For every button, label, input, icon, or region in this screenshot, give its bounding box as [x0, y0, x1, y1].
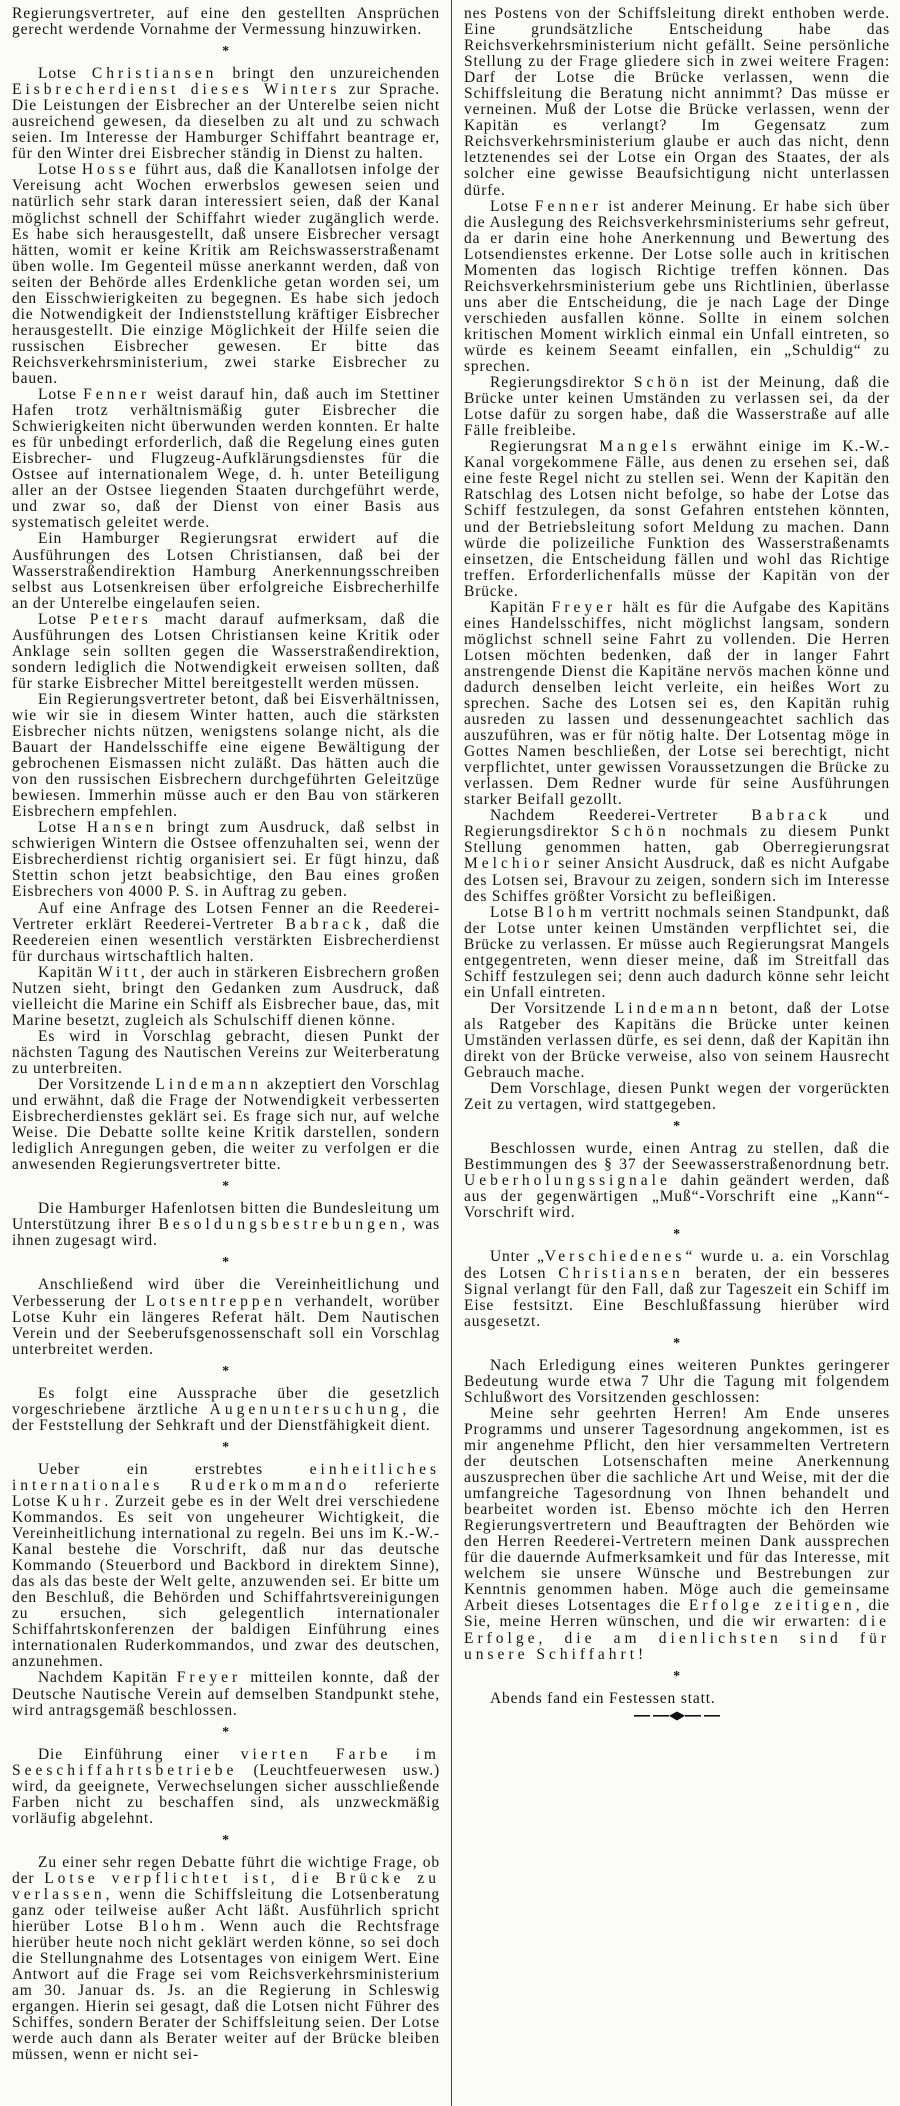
- paragraph-text: , wenn die Schiffsleitung die Lotsenberatung ganz oder teilweise außer Acht läßt. Ausführlich spricht hierüber Lotse: [12, 1885, 440, 1936]
- emphasized-name: Lindemann: [155, 1076, 262, 1094]
- paragraph-text: dahin geändert werden, daß aus der gegenwärtigen „Muß“-Vorschrift eine „Kann“-Vorschrift wird.: [464, 1172, 890, 1222]
- article-paragraph: [12, 901, 440, 965]
- article-paragraph: [464, 1249, 890, 1329]
- article-paragraph: [464, 439, 890, 599]
- paragraph-text: ist anderer Meinung. Er habe sich über die Auslegung des Reichsverkehrsministeriums sehr gefreut, da er darin eine hohe Anerkennung und Bewertung des Lotsendienstes erkenne. Der Lotse solle auch in kritischen Momenten das logisch Richtige treffen können. Das Reichsverkehrsministerium gebe uns Richtlinien, überlasse uns aber die Entscheidung, die je nach Lage der Dinge verschieden ausfallen könne. Sollte in einem solchen kritischen Moment wirklich einmal ein Unfall eintreten, so würde es keinem Seeamt einfallen, ein „Schuldig“ zu sprechen.: [464, 197, 890, 376]
- emphasized-name: Lindemann: [614, 999, 722, 1017]
- paragraph-text: vertritt nochmals seinen Standpunkt, daß der Lotse unter keinen Umständen verpflichtet sei, die Brücke zu verlassen. Er müsse auch Regierungsrat Mangels entgegentreten, wenn dieser meine, daß im Streitfall das Schiff festzulegen sei; denn auch dadurch könne sehr leicht ein Unfall eintreten.: [464, 903, 890, 1001]
- article-paragraph: [12, 692, 440, 820]
- paragraph-text: Unter „: [490, 1248, 545, 1266]
- paragraph-text: “ wurde u. a. ein Vorschlag des Lotsen: [464, 1248, 890, 1282]
- article-paragraph: [464, 905, 890, 1001]
- article-paragraph: [464, 1406, 890, 1663]
- paragraph-text: hält es für die Aufgabe des Kapitäns eines Handelsschiffes, nicht möglichst langsam, sondern möglichst schnell seine Fahrt zu vollenden. Die Herren Lotsen möchten bedenken, daß der in langer Fahrt anstrengende Dienst die Kapitäne nervös machen könne und dadurch denselben leicht verleite, ein heißes Wort zu sprechen. Sache des Lotsen sei es, den Kapitän ruhig ausreden zu lassen und dessenungeachtet sachlich das auszuführen, was er für nötig halte. Der Lotsentag möge in Gottes Namen beschließen, der Lotse sei berechtigt, nicht verpflichtet, unter gewissen Voraussetzungen die Brücke zu verlassen. Dem Redner wurde für seine Ausführungen starker Beifall gezollt.: [464, 598, 890, 809]
- article-column-left: [12, 6, 440, 2063]
- emphasized-name: Lotse verpflichtet ist, die Brücke zu verlassen: [12, 1869, 441, 1903]
- article-paragraph: [12, 1277, 440, 1357]
- article-paragraph: [12, 1077, 440, 1173]
- paragraph-text: beraten, der ein besseres Signal verlangt für den Fall, daß zur Tageszeit ein Schiff im Eise festsitzt. Eine Beschlußfassung hierüber wird ausgesetzt.: [464, 1264, 890, 1330]
- emphasized-name: Ueberholungssignale: [464, 1172, 671, 1190]
- emphasized-name: Christiansen: [91, 65, 218, 83]
- article-paragraph: [464, 1081, 890, 1113]
- paragraph-text: Kapitän: [38, 963, 98, 981]
- column-divider: [451, 0, 452, 2106]
- article-paragraph: [12, 1029, 440, 1077]
- section-separator-star: *: [222, 1439, 230, 1455]
- section-separator-star: *: [222, 1179, 230, 1195]
- emphasized-name: Kuhr: [56, 1492, 105, 1510]
- article-paragraph: [464, 199, 890, 376]
- paragraph-text: Die Einführung einer: [38, 1745, 241, 1763]
- paragraph-text: , daß die Reedereien einen wesentlich verstärkten Eisbrecherdienst für durchaus wirtschaftlich halten.: [12, 915, 440, 965]
- paragraph-text: bringt zum Ausdruck, daß selbst in schwierigen Wintern die Ostsee offenzuhalten sei, wenn der Eisbrecherdienst richtig organisiert sei. Er fügt hinzu, daß Stettin schon jetzt beabsichtige, den Bau eines großen Eisbrechers von 4000 P. S. in Auftrag zu geben.: [12, 819, 440, 901]
- article-paragraph: [12, 387, 440, 531]
- paragraph-text: , was ihnen zugesagt wird.: [12, 1216, 440, 1250]
- emphasized-name: Hosse: [81, 161, 140, 179]
- article-paragraph: [12, 1747, 440, 1827]
- paragraph-text: (Leuchtfeuerwesen usw.) wird, da geeignete, Verwechselungen sicher ausschließende Farben nicht zu beschaffen sind, als unzweckmäßig vorläufig abgelehnt.: [12, 1761, 440, 1827]
- paragraph-text: Auf eine Anfrage des Lotsen Fenner an die Reederei-Vertreter erklärt Reederei-Vertreter: [12, 899, 440, 933]
- emphasized-name: Eisbrecherdienst dieses Winters: [12, 81, 341, 99]
- end-ornament: [464, 1711, 890, 1725]
- paragraph-text: Lotse: [38, 610, 90, 628]
- paragraph-text: nes Postens von der Schiffsleitung direkt enthoben werde. Eine grundsätzliche Entscheidung habe das Reichsverkehrsministerium nicht gefällt. Seine persönliche Stellung zu der Frage gliedere sich in zwei weitere Fragen: Darf der Lotse die Brücke verlassen, wenn die Schiffsleitung die Beratung nicht annimmt? Das müsse er verneinen. Muß der Lotse die Brücke verlassen, wenn der Kapitän es verlangt? Im Gegensatz zum Reichsverkehrsministerium glaube er auch das nicht, denn letztenendes sei der Lotse ein Organ des Staates, der als solcher eine gewisse Beaufsichtigung nicht unterlassen dürfe.: [464, 5, 890, 199]
- emphasized-name: Melchior: [464, 855, 553, 873]
- emphasized-name: Freyer: [551, 598, 617, 616]
- article-paragraph: [12, 162, 440, 387]
- section-separator-star: *: [673, 1335, 681, 1351]
- article-paragraph: [12, 612, 440, 692]
- paragraph-text: seiner Ansicht Ausdruck, daß es nicht Aufgabe des Lotsen sei, Bravour zu zeigen, sondern sich im Interesse des Schiffes größter Vorsicht zu befleißigen.: [464, 855, 890, 905]
- article-paragraph: [464, 808, 890, 904]
- article-paragraph: [12, 1855, 440, 2064]
- paragraph-text: , die der Feststellung der Sehkraft und der Dienstfähigkeit dient.: [12, 1400, 440, 1434]
- section-separator-star: *: [673, 1119, 681, 1135]
- emphasized-name: Fenner: [83, 386, 151, 404]
- paragraph-text: Lotse: [38, 65, 92, 83]
- emphasized-name: Peters: [89, 610, 152, 628]
- paragraph-text: Der Vorsitzende: [490, 999, 615, 1017]
- emphasized-name: Christiansen: [558, 1264, 684, 1282]
- paragraph-text: erwähnt einige im K.-W.-Kanal vorgekommene Fälle, aus denen zu ersehen sei, daß eine feste Regel nicht zu stellen sei. Wenn der Kapitän den Ratschlag des Lotsen nicht befolge, so habe der Lotse das Schiff festzulegen, da sonst Gefahren entstehen könnten, und der Betriebsleitung sofort Meldung zu machen. Dann würde die polizeiliche Funktion des Wasserstraßenamts einsetzen, die Entscheidung fällen und wohl das Richtige treffen. Erforderlichenfalls müsse der Kapitän von der Brücke.: [464, 438, 890, 600]
- paragraph-text: Es folgt eine Aussprache über die gesetzlich vorgeschriebene ärztliche: [12, 1384, 440, 1418]
- emphasized-name: die Erfolge, die am dienlichsten sind für unsere Schiffahrt!: [464, 1613, 890, 1663]
- article-paragraph: [464, 1001, 890, 1081]
- article-paragraph: [464, 1358, 890, 1406]
- section-separator-star: *: [222, 1724, 230, 1740]
- article-paragraph: [12, 66, 440, 162]
- article-column-right: [464, 6, 890, 1725]
- emphasized-name: Hansen: [86, 819, 158, 837]
- section-separator-star: *: [222, 1832, 230, 1848]
- paragraph-text: Lotse: [38, 161, 82, 179]
- article-paragraph: [12, 1201, 440, 1249]
- article-paragraph: [464, 600, 890, 809]
- article-paragraph: [464, 6, 890, 199]
- emphasized-name: Erfolge zeitigen: [688, 1597, 856, 1615]
- paragraph-text: Regierungsdirektor: [490, 374, 634, 392]
- paragraph-text: , die Sie, meine Herren wünschen, und die wir erwarten:: [464, 1597, 890, 1631]
- emphasized-name: Schön: [611, 823, 670, 841]
- paragraph-text: Zu einer sehr regen Debatte führt die wichtige Frage, ob der: [12, 1853, 440, 1887]
- paragraph-text: und Regierungsdirektor: [464, 807, 890, 841]
- section-separator-star: *: [222, 44, 230, 60]
- paragraph-text: , der auch in stärkeren Eisbrechern großen Nutzen sieht, bringt den Gedanken zum Ausdruck, daß vielleicht die Marine ein Schiff als Eisbrecher baue, das, mit Marine besetzt, zugleich als Schulschiff dienen könne.: [12, 963, 440, 1029]
- emphasized-name: Freyer: [176, 1669, 242, 1687]
- emphasized-name: Schön: [633, 374, 693, 392]
- section-separator-star: *: [222, 1255, 230, 1271]
- article-paragraph: [12, 1462, 440, 1671]
- paragraph-text: akzeptiert den Vorschlag und erwähnt, daß die Frage der Notwendigkeit verbesserten Eisbrecherdienstes geklärt sei. Es frage sich nur, auf welche Weise. Die Debatte sollte keine Kritik darstellen, sondern lediglich Anregungen geben, die weiter zu verfolgen er die anwesenden Regierungsvertreter bitte.: [12, 1076, 441, 1174]
- emphasized-name: vierten Farbe im Seeschiffahrtsbetriebe: [12, 1745, 440, 1779]
- emphasized-name: Witt: [97, 963, 141, 981]
- paragraph-text: Nachdem Kapitän: [38, 1669, 177, 1687]
- paragraph-text: Lotse: [38, 386, 84, 404]
- paragraph-text: mitteilen konnte, daß der Deutsche Nautische Verein auf demselben Standpunkt stehe, wird antragsgemäß beschlossen.: [12, 1669, 440, 1719]
- paragraph-text: . Zurzeit gebe es in der Welt drei verschiedene Kommandos. Es seit von ungeheurer Wichtigkeit, die Vereinheitlichung international zu regeln. Bei uns im K.-W.-Kanal bestehe die Vorschrift, daß nur das deutsche Kommando (Steuerbord und Backbord in direktem Sinne), das als das beste der Welt gelte, anzuwenden sei. Er bitte um den Beschluß, die Behörden und Schiffahrtsvereinigungen zu ersuchen, sich gelegentlich internationaler Schiffahrtskonferenzen der baldigen Einführung eines internationalen Ruderkommandos, und zwar des deutschen, anzunehmen.: [12, 1492, 440, 1671]
- paragraph-text: Nach Erledigung eines weiteren Punktes geringerer Bedeutung wurde etwa 7 Uhr die Tagung mit folgendem Schlußwort des Vorsitzenden geschlossen:: [464, 1356, 890, 1406]
- emphasized-name: Blohm: [138, 1918, 201, 1936]
- section-separator-star: *: [673, 1668, 681, 1684]
- paragraph-text: Regierungsvertreter, auf eine den gestellten Ansprüchen gerecht werdende Vornahme der Vermessung hinzuwirken.: [12, 5, 440, 39]
- article-paragraph: [12, 965, 440, 1029]
- emphasized-name: Babrack: [751, 807, 832, 825]
- section-separator-star: *: [673, 1227, 681, 1243]
- article-paragraph: [464, 1691, 890, 1707]
- paragraph-text: Anschließend wird über die Vereinheitlichung und Verbesserung der: [12, 1276, 440, 1310]
- paragraph-text: Meine sehr geehrten Herren! Am Ende unseres Programms und unserer Tagesordnung angekommen, ist es mir angenehme Pflicht, den hier versammelten Vertretern der deutschen Lotsenschaften meine Anerkennung auszusprechen über die sachliche Art und Weise, mit der die umfangreiche Tagesordnung von Ihnen behandelt und bearbeitet worden ist. Ebenso möchte ich den Herren Regierungsvertretern und Beauftragten der Behörden wie den Herren Reederei-Vertretern meinen Dank aussprechen für die dauernde Aufmerksamkeit und für das Interesse, mit welchem sie unsere Wünsche und Bestrebungen zur Kenntnis genommen haben. Möge auch die gemeinsame Arbeit dieses Lotsentages die: [464, 1404, 890, 1615]
- paragraph-text: Lotse: [490, 197, 535, 215]
- article-paragraph: [12, 1670, 440, 1718]
- paragraph-text: Ueber ein erstrebtes: [38, 1460, 310, 1478]
- paragraph-text: bringt den unzureichenden: [217, 65, 440, 83]
- emphasized-name: Fenner: [534, 197, 602, 215]
- paragraph-text: ist der Meinung, daß die Brücke unter keinen Umständen zu verlassen sei, da der Lotse dafür zu sorgen habe, daß die Wasserstraße auf alle Fälle freibleibe.: [464, 374, 890, 440]
- paragraph-text: Beschlossen wurde, einen Antrag zu stellen, daß die Bestimmungen des § 37 der Seewasserstraßenordnung betr.: [464, 1140, 890, 1174]
- article-paragraph: [464, 1141, 890, 1221]
- article-paragraph: [12, 6, 440, 38]
- paragraph-text: Lotse: [38, 819, 87, 837]
- emphasized-name: Blohm: [533, 903, 596, 921]
- emphasized-name: Augenuntersuchung: [209, 1400, 403, 1418]
- paragraph-text: Kapitän: [490, 598, 552, 616]
- emphasized-name: Verschiedenes: [544, 1248, 686, 1266]
- paragraph-text: Nachdem Reederei-Vertreter: [490, 807, 752, 825]
- paragraph-text: Dem Vorschlage, diesen Punkt wegen der vorgerückten Zeit zu vertagen, wird stattgegeben.: [464, 1080, 890, 1114]
- paragraph-text: . Wenn auch die Rechtsfrage hierüber heute noch nicht geklärt werden könne, so sei doch die Stellungnahme des Lotsentages von einigem Wert. Eine Antwort auf die Frage sei vom Reichsverkehrsministerium am 30. Januar ds. Js. an die Regierung in Schleswig ergangen. Hierin sei gesagt, daß die Lotsen nicht Führer des Schiffes, sondern Berater der Schiffsleitung seien. Der Lotse werde auch dann als Berater weiter auf der Brücke bleiben müssen, wenn er nicht sei-: [12, 1918, 441, 2064]
- article-paragraph: [12, 531, 440, 611]
- paragraph-text: referierte Lotse: [12, 1476, 440, 1510]
- article-paragraph: [12, 1386, 440, 1434]
- paragraph-text: Regierungsrat: [490, 438, 600, 456]
- paragraph-text: betont, daß der Lotse als Ratgeber des Kapitäns die Brücke unter keinen Umständen verlassen dürfe, es sei denn, daß der Kapitän ihn direkt von der Brücke verweise, also von seinem Hausrecht Gebrauch mache.: [464, 999, 890, 1082]
- paragraph-text: Es wird in Vorschlag gebracht, diesen Punkt der nächsten Tagung des Nautischen Vereins zur Weiterberatung zu unterbreiten.: [12, 1027, 440, 1077]
- paragraph-text: weist darauf hin, daß auch im Stettiner Hafen trotz verhältnismäßig guter Eisbrecher die Schwierigkeiten nicht überwunden werden konnten. Er halte es für unbedingt erforderlich, daß die Regelung eines guten Eisbrecher- und Flugzeug-Aufklärungsdienstes für die Ostsee auf internationalem Wege, d. h. unter Beteiligung aller an der Ostsee liegenden Staaten durchgeführt werde, und zwar so, daß der Dienst von einer Basis aus systematisch geleitet werde.: [12, 386, 440, 532]
- article-paragraph: [464, 375, 890, 439]
- paragraph-text: Ein Hamburger Regierungsrat erwidert auf die Ausführungen des Lotsen Christiansen, daß bei der Wasserstraßendirektion Hamburg Anerkennungsschreiben selbst aus Lotsenkreisen über erfolgreiche Eisbrecherhilfe an der Unterelbe eingelaufen seien.: [12, 530, 440, 612]
- paragraph-text: Die Hamburger Hafenlotsen bitten die Bundesleitung um Unterstützung ihrer: [12, 1200, 440, 1234]
- paragraph-text: zur Sprache. Die Leistungen der Eisbrecher an der Unterelbe seien nicht ausreichend gewesen, da dieselben zu alt und zu schwach seien. Im Interesse der Hamburger Schiffahrt beantrage er, für den Winter drei Eisbrecher ständig in Dienst zu halten.: [12, 81, 441, 163]
- emphasized-name: Lotsentreppen: [145, 1292, 287, 1310]
- section-separator-star: *: [222, 1363, 230, 1379]
- paragraph-text: führt aus, daß die Kanallotsen infolge der Vereisung acht Wochen erwerbslos gewesen seien und natürlich sehr stark daran interessiert seien, daß der Kanal möglichst schnell der Schiffahrt wieder zugänglich werde. Es habe sich herausgestellt, daß unsere Eisbrecher versagt hätten, womit er keine Kritik am Reichswasserstraßenamt üben wolle. Im Gegenteil müsse anerkannt werden, daß von seiten der Behörde alles Erdenkliche getan worden sei, um den Eisschwierigkeiten zu begegnen. Es habe sich jedoch die Notwendigkeit der Indienststellung kräftiger Eisbrecher herausgestellt. Die einzige Möglichkeit der Hilfe seien die russischen Eisbrecher gewesen. Er bitte das Reichsverkehrsministerium, zwei starke Eisbrecher zu bauen.: [12, 161, 440, 387]
- paragraph-text: Lotse: [490, 903, 534, 921]
- emphasized-name: einheitliches internationales Ruderkommando: [12, 1460, 440, 1494]
- emphasized-name: Babrack: [285, 915, 366, 933]
- article-paragraph: [12, 820, 440, 900]
- paragraph-text: Abends fand ein Festessen statt.: [490, 1689, 716, 1707]
- emphasized-name: Besoldungsbestrebungen: [158, 1216, 402, 1234]
- emphasized-name: Mangels: [599, 438, 681, 456]
- paragraph-text: macht darauf aufmerksam, daß die Ausführungen des Lotsen Christiansen keine Kritik oder Anklage sein sollten gegen die Wasserstraßendirektion, sondern lediglich die Notwendigkeit erweisen sollten, daß für starke Eisbrecher Mittel bereitgestellt werden müssen.: [12, 610, 440, 692]
- paragraph-text: nochmals zu diesem Punkt Stellung genommen hatten, gab Oberregierungsrat: [464, 823, 890, 857]
- paragraph-text: verhandelt, worüber Lotse Kuhr ein längeres Referat hält. Dem Nautischen Verein und der Seeberufsgenossenschaft soll ein Vorschlag unterbreitet werden.: [12, 1292, 441, 1358]
- paragraph-text: Ein Regierungsvertreter betont, daß bei Eisverhältnissen, wie wir sie in diesem Winter hatten, auch die stärksten Eisbrecher nichts nützen, wenigstens solange nicht, als die Bauart der Handelsschiffe eine eigene Bewältigung der gebrochenen Eismassen nicht zuläßt. Das hätten auch die von den russischen Eisbrechern durchgeführten Geleitzüge bewiesen. Immerhin müsse auch er den Bau von stärkeren Eisbrechern empfehlen.: [12, 690, 440, 821]
- paragraph-text: Der Vorsitzende: [38, 1076, 156, 1094]
